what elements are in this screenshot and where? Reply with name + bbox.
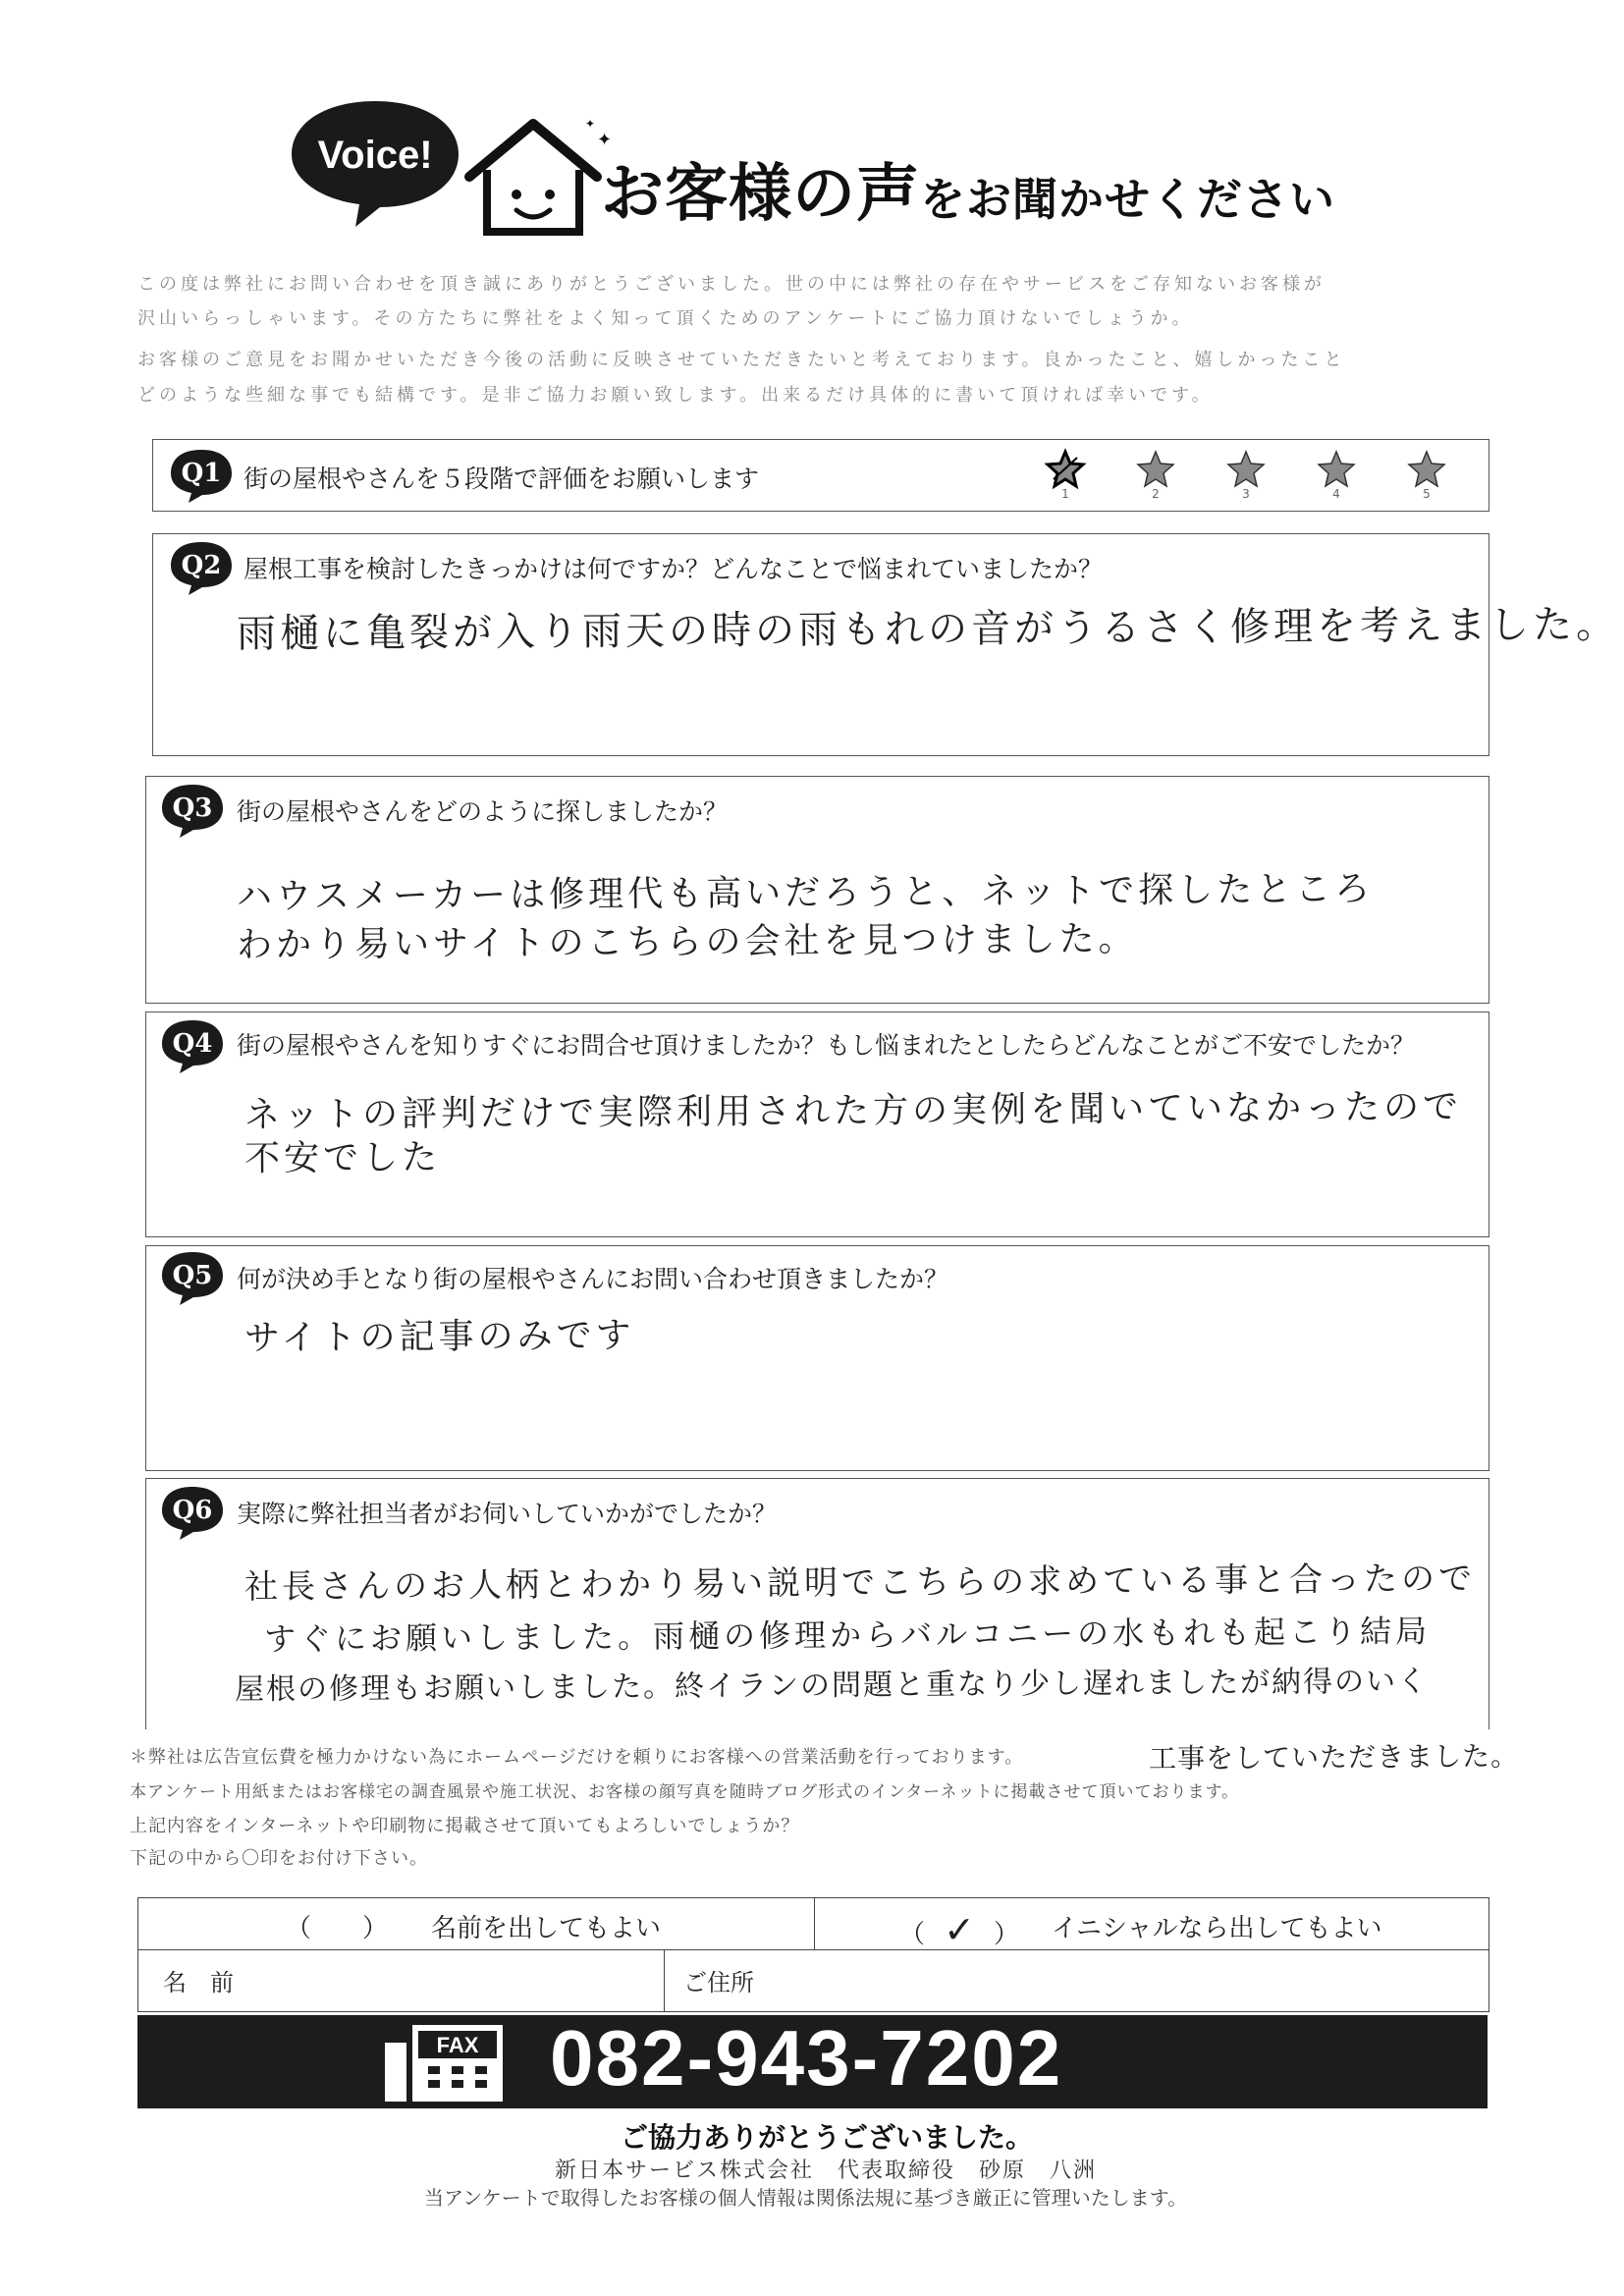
- consent-table: [137, 1897, 1489, 2012]
- q4-answer-line-1: ネットの評判だけで実際利用された方の実例を聞いていなかったので: [244, 1086, 1463, 1136]
- consent-row-divider: [138, 1949, 1489, 1950]
- consent-col-divider-bottom: [664, 1949, 665, 2011]
- check-mark-icon: ✓: [944, 1908, 975, 1951]
- q6-answer-line-1: 社長さんのお人柄とわかり易い説明でこちらの求めている事と合ったので: [244, 1558, 1477, 1608]
- option-name-label: 名前を出してもよい: [431, 1914, 662, 1943]
- intro-line-1: この度は弊社にお問い合わせを頂き誠にありがとうございました。世の中には弊社の存在やサービスをご存知ないお客様が: [137, 274, 1326, 295]
- q4-answer-line-2: 不安でした: [244, 1137, 442, 1179]
- intro-line-2: 沢山いらっしゃいます。その方たちに弊社をよく知って頂くためのアンケートにご協力頂けないでしょうか。: [137, 308, 1194, 329]
- star-number-label: 5: [1423, 487, 1431, 501]
- svg-text:✦: ✦: [597, 130, 613, 150]
- q3-badge: [158, 781, 227, 840]
- svg-text:Q2: Q2: [181, 551, 222, 580]
- note-line-3: 上記内容をインターネットや印刷物に掲載させて頂いてもよろしいでしょうか？: [130, 1816, 800, 1836]
- option-initial-checkbox[interactable]: [899, 1908, 1019, 1951]
- house-face-icon: [460, 116, 613, 239]
- star-1-icon[interactable]: [1043, 450, 1088, 501]
- q3-box: [145, 776, 1489, 1004]
- star-number-label: 2: [1152, 487, 1160, 501]
- intro-line-4: どのような些細な事でも結構です。是非ご協力お願い致します。出来るだけ具体的に書いて頂ければ幸いです。: [137, 385, 1214, 406]
- q2-badge: [167, 538, 236, 597]
- option-initial-open: （: [899, 1920, 926, 1949]
- footer-company: 新日本サービス株式会社 代表取締役 砂原 八洲: [555, 2159, 1098, 2183]
- q1-box: [152, 439, 1489, 512]
- svg-text:Q1: Q1: [181, 459, 222, 488]
- fax-number: 082-943-7202: [550, 2014, 1063, 2102]
- star-number-label: 3: [1242, 487, 1250, 501]
- q5-box: [145, 1245, 1489, 1471]
- note-line-4: 下記の中から〇印をお付け下さい。: [130, 1848, 428, 1869]
- q1-star-rating: [1043, 450, 1449, 501]
- q4-box: [145, 1011, 1489, 1237]
- note-line-1: ＊弊社は広告宣伝費を極力かけない為にホームページだけを頼りにお客様への営業活動を行っております。: [130, 1747, 1024, 1768]
- svg-text:✦: ✦: [585, 117, 596, 131]
- footer-privacy: 当アンケートで取得したお客様の個人情報は関係法規に基づき厳正に管理いたします。: [424, 2186, 1188, 2210]
- svg-text:Q4: Q4: [172, 1029, 213, 1059]
- title-part-2: 声: [856, 158, 920, 231]
- footer-thanks: ご協力ありがとうございました。: [621, 2121, 1034, 2154]
- star-5-icon[interactable]: [1404, 450, 1449, 501]
- q2-box: [152, 533, 1620, 756]
- page-title: [601, 143, 1335, 234]
- q2-question: 屋根工事を検討したきっかけは何ですか？どんなことで悩まれていましたか？: [244, 555, 1104, 583]
- star-2-icon[interactable]: [1133, 450, 1178, 501]
- star-3-icon[interactable]: [1223, 450, 1269, 501]
- q6-answer-line-4: 工事をしていただきました。: [1148, 1739, 1520, 1776]
- q6-box: [145, 1478, 1489, 1729]
- star-number-label: 1: [1061, 487, 1069, 501]
- q6-badge: [158, 1483, 227, 1542]
- fax-machine-icon: [373, 2021, 511, 2105]
- q5-badge: [158, 1248, 227, 1307]
- star-4-icon[interactable]: [1314, 450, 1359, 501]
- intro-line-3: お客様のご意見をお聞かせいただき今後の活動に反映させていただきたいと考えております。良かったこと、嬉しかったこと: [137, 350, 1346, 370]
- q6-answer-line-2: すぐにお願いしました。雨樋の修理からバルコニーの水もれも起こり結局: [263, 1612, 1432, 1659]
- svg-text:Q5: Q5: [172, 1261, 213, 1290]
- svg-text:Q6: Q6: [172, 1496, 213, 1525]
- fax-label: FAX: [436, 2033, 479, 2057]
- title-part-1: お客様の: [601, 158, 856, 231]
- q3-answer-line-2: わかり易いサイトのこちらの会社を見つけました。: [236, 918, 1138, 966]
- q4-question: 街の屋根やさんを知りすぐにお問合せ頂けましたか？もし悩まれたとしたらどんなことがご不安でしたか？: [237, 1031, 1416, 1060]
- q6-question: 実際に弊社担当者がお伺いしていかがでしたか？: [237, 1500, 778, 1528]
- q3-answer-line-1: ハウスメーカーは修理代も高いだろうと、ネットで探したところ: [236, 868, 1375, 918]
- q6-answer-line-3: 屋根の修理もお願いしました。終イランの問題と重なり少し遅れましたが納得のいく: [234, 1664, 1430, 1708]
- address-field-label: ご住所: [683, 1969, 754, 1996]
- option-initial-close: ）: [994, 1920, 1020, 1949]
- note-line-2: 本アンケート用紙またはお客様宅の調査風景や施工状況、お客様の顔写真を随時ブログ形式のインターネットに掲載させて頂いております。: [130, 1782, 1240, 1802]
- svg-text:Q3: Q3: [172, 793, 213, 823]
- title-part-3: をお聞かせください: [920, 173, 1335, 226]
- q5-answer-line-1: サイトの記事のみです: [244, 1315, 635, 1359]
- q1-question: 街の屋根やさんを５段階で評価をお願いします: [244, 465, 760, 493]
- voice-speech-bubble-icon: [287, 93, 463, 231]
- name-field-label: 名 前: [163, 1969, 234, 1996]
- option-initial-label: イニシャルなら出してもよい: [1052, 1914, 1382, 1943]
- q1-badge: [167, 446, 236, 505]
- consent-col-divider-top: [814, 1898, 815, 1949]
- q2-answer-line-1: 雨樋に亀裂が入り雨天の時の雨もれの音がうるさく修理を考えました。: [236, 602, 1620, 657]
- voice-badge-text: Voice!: [317, 134, 433, 177]
- q3-question: 街の屋根やさんをどのように探しましたか？: [237, 797, 729, 826]
- star-number-label: 4: [1332, 487, 1340, 501]
- q4-badge: [158, 1016, 227, 1075]
- q5-question: 何が決め手となり街の屋根やさんにお問い合わせ頂きましたか？: [237, 1265, 949, 1293]
- option-name-checkbox[interactable]: （ ）: [286, 1914, 389, 1943]
